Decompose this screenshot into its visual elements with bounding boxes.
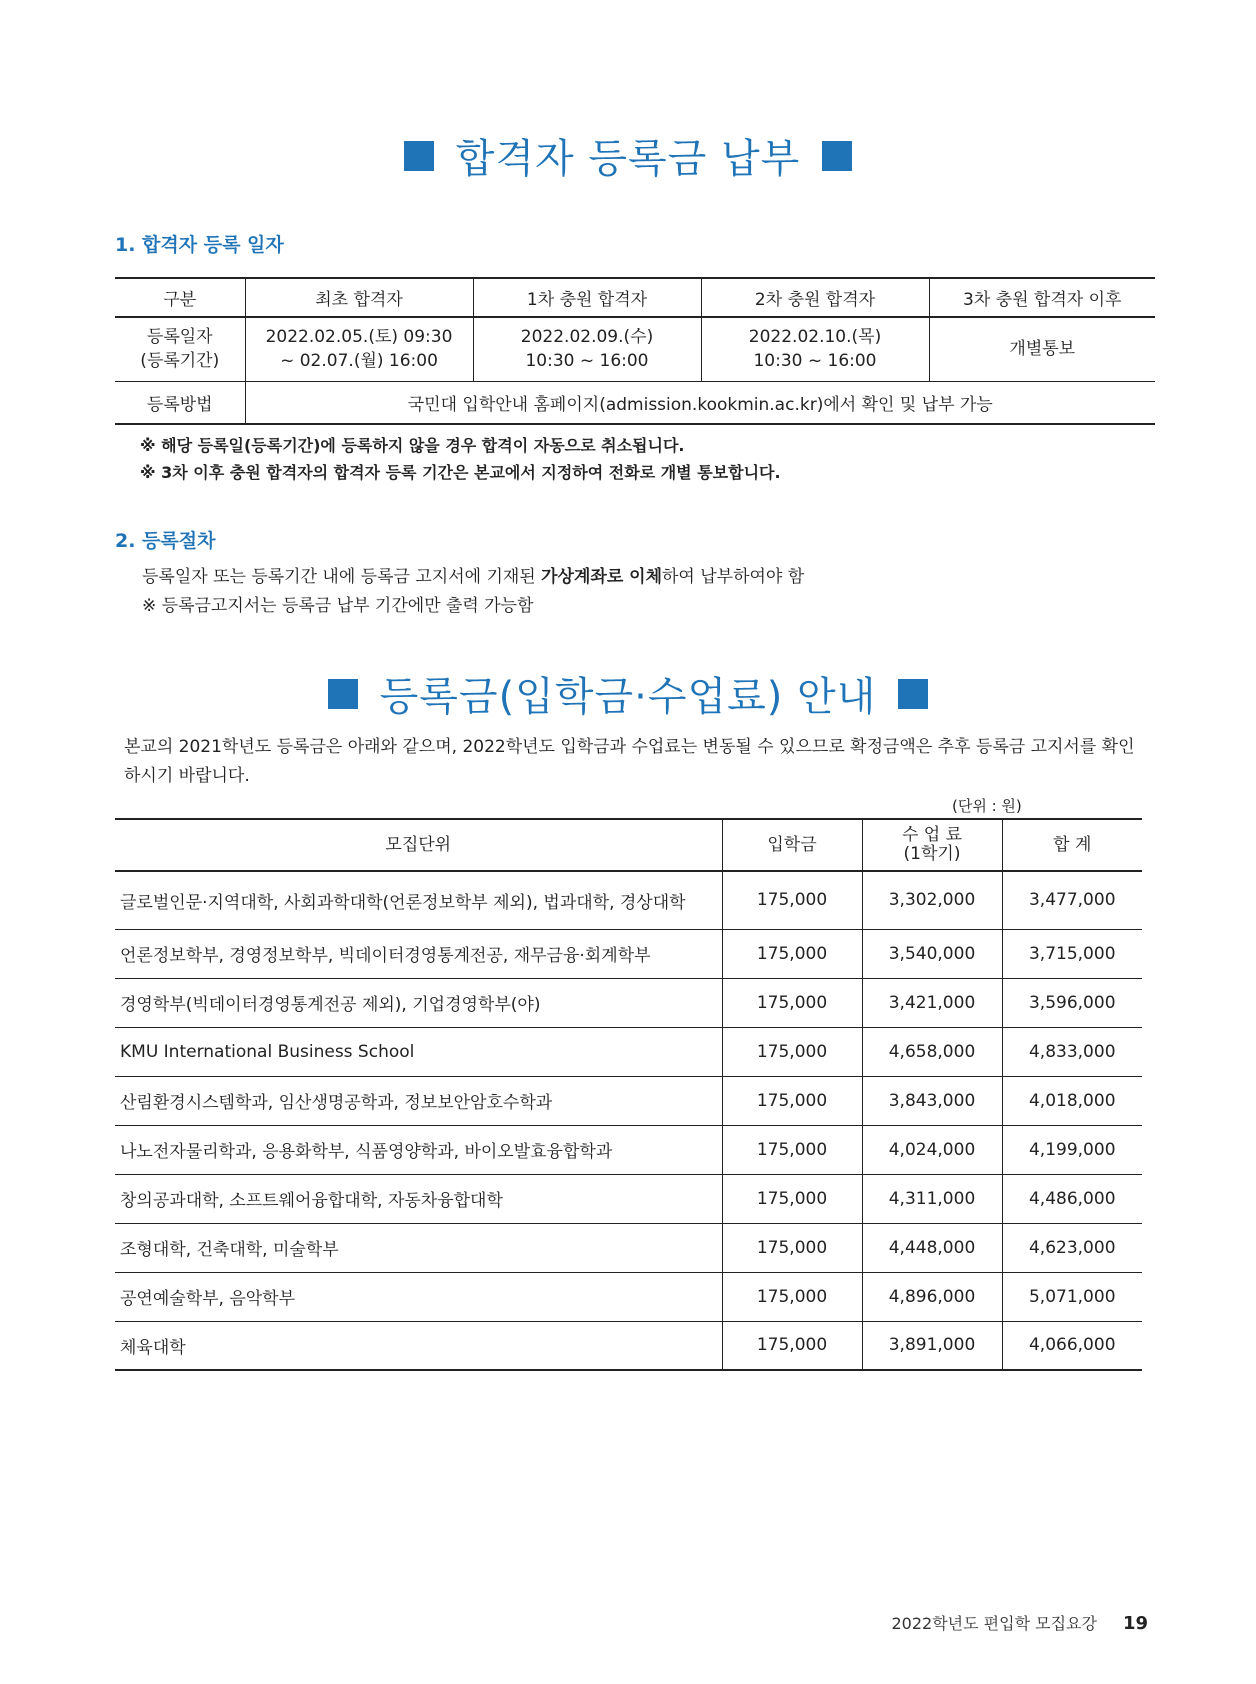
total-cell: 3,477,000 — [1002, 871, 1142, 929]
admission-cell: 175,000 — [722, 1125, 862, 1174]
tuition-table — [115, 818, 1142, 1371]
table-header-cell: 2차 충원 합격자 — [701, 278, 929, 317]
section-title-registration — [0, 127, 1256, 184]
table-row — [115, 1174, 1142, 1223]
registration-notes — [140, 432, 781, 486]
admission-cell: 175,000 — [722, 929, 862, 978]
tuition-cell: 4,658,000 — [862, 1027, 1002, 1076]
table-row — [115, 978, 1142, 1027]
footer-text: 2022학년도 편입학 모집요강 — [891, 1614, 1097, 1633]
tuition-cell: 4,896,000 — [862, 1272, 1002, 1321]
table-header-cell: 입학금 — [722, 819, 862, 871]
page-footer — [891, 1611, 1148, 1634]
admission-cell: 175,000 — [722, 1027, 862, 1076]
table-row — [115, 1125, 1142, 1174]
unit-note: (단위 : 원) — [952, 797, 1022, 815]
note-line: ※ 해당 등록일(등록기간)에 등록하지 않을 경우 합격이 자동으로 취소됩니다. — [140, 436, 685, 455]
total-cell: 4,199,000 — [1002, 1125, 1142, 1174]
table-row — [115, 871, 1142, 929]
total-cell: 4,066,000 — [1002, 1321, 1142, 1370]
tuition-cell: 4,024,000 — [862, 1125, 1002, 1174]
tuition-cell: 3,302,000 — [862, 871, 1002, 929]
total-cell: 3,715,000 — [1002, 929, 1142, 978]
square-bullet-icon — [898, 679, 928, 709]
tuition-cell: 3,540,000 — [862, 929, 1002, 978]
square-bullet-icon — [404, 141, 434, 171]
section-title-text: 합격자 등록금 납부 — [455, 136, 801, 182]
square-bullet-icon — [822, 141, 852, 171]
heading-registration-dates: 1. 합격자 등록 일자 — [115, 234, 284, 256]
tuition-cell: 4,448,000 — [862, 1223, 1002, 1272]
admission-cell: 175,000 — [722, 871, 862, 929]
table-header-row — [115, 278, 1155, 317]
table-row — [115, 1223, 1142, 1272]
total-cell: 4,623,000 — [1002, 1223, 1142, 1272]
total-cell: 3,596,000 — [1002, 978, 1142, 1027]
total-cell: 5,071,000 — [1002, 1272, 1142, 1321]
recruitment-unit-cell: 조형대학, 건축대학, 미술학부 — [115, 1223, 722, 1272]
table-row — [115, 317, 1155, 381]
recruitment-unit-cell: 산림환경시스템학과, 임산생명공학과, 정보보안암호수학과 — [115, 1076, 722, 1125]
note-line: ※ 3차 이후 충원 합격자의 합격자 등록 기간은 본교에서 지정하여 전화로 개별 통보합니다. — [140, 463, 781, 482]
square-bullet-icon — [328, 679, 358, 709]
admission-cell: 175,000 — [722, 978, 862, 1027]
section-title-text: 등록금(입학금·수업료) 안내 — [379, 674, 877, 720]
tuition-cell: 3,421,000 — [862, 978, 1002, 1027]
table-header-cell: 1차 충원 합격자 — [473, 278, 701, 317]
procedure-text: 등록일자 또는 등록기간 내에 등록금 고지서에 기재된 가상계좌로 이체하여 납부하여야 함 — [142, 567, 805, 587]
recruitment-unit-cell: 경영학부(빅데이터경영통계전공 제외), 기업경영학부(야) — [115, 978, 722, 1027]
table-header-cell: 최초 합격자 — [245, 278, 473, 317]
recruitment-unit-cell: KMU International Business School — [115, 1027, 722, 1076]
table-cell: 국민대 입학안내 홈페이지(admission.kookmin.ac.kr)에서 확인 및 납부 가능 — [245, 381, 1155, 424]
table-header-cell: 합 계 — [1002, 819, 1142, 871]
table-cell: 2022.02.10.(목) 10:30 ~ 16:00 — [701, 317, 929, 381]
recruitment-unit-cell: 글로벌인문·지역대학, 사회과학대학(언론정보학부 제외), 법과대학, 경상대학 — [115, 871, 722, 929]
total-cell: 4,833,000 — [1002, 1027, 1142, 1076]
procedure-note: ※ 등록금고지서는 등록금 납부 기간에만 출력 가능함 — [142, 596, 534, 616]
table-cell: 개별통보 — [929, 317, 1155, 381]
table-row — [115, 1076, 1142, 1125]
recruitment-unit-cell: 언론정보학부, 경영정보학부, 빅데이터경영통계전공, 재무금융·회계학부 — [115, 929, 722, 978]
admission-cell: 175,000 — [722, 1321, 862, 1370]
table-header-cell: 모집단위 — [115, 819, 722, 871]
table-header-cell: 3차 충원 합격자 이후 — [929, 278, 1155, 317]
page-number: 19 — [1122, 1613, 1148, 1634]
table-row — [115, 1027, 1142, 1076]
tuition-cell: 3,891,000 — [862, 1321, 1002, 1370]
table-header-cell: 수 업 료 (1학기) — [862, 819, 1002, 871]
admission-cell: 175,000 — [722, 1174, 862, 1223]
table-row — [115, 929, 1142, 978]
recruitment-unit-cell: 공연예술학부, 음악학부 — [115, 1272, 722, 1321]
table-header-row — [115, 819, 1142, 871]
admission-cell: 175,000 — [722, 1076, 862, 1125]
recruitment-unit-cell: 창의공과대학, 소프트웨어융합대학, 자동차융합대학 — [115, 1174, 722, 1223]
tuition-cell: 3,843,000 — [862, 1076, 1002, 1125]
table-header-cell: 구분 — [115, 278, 245, 317]
registration-date-table — [115, 277, 1155, 425]
total-cell: 4,018,000 — [1002, 1076, 1142, 1125]
table-cell: 2022.02.09.(수) 10:30 ~ 16:00 — [473, 317, 701, 381]
recruitment-unit-cell: 체육대학 — [115, 1321, 722, 1370]
row-label: 등록방법 — [115, 381, 245, 424]
table-row — [115, 1321, 1142, 1370]
total-cell: 4,486,000 — [1002, 1174, 1142, 1223]
admission-cell: 175,000 — [722, 1223, 862, 1272]
heading-procedure: 2. 등록절차 — [115, 530, 216, 552]
tuition-intro: 본교의 2021학년도 등록금은 아래와 같으며, 2022학년도 입학금과 수업료는 변동될 수 있으므로 확정금액은 추후 등록금 고지서를 확인하시기 바랍니다. — [124, 737, 1135, 786]
table-row — [115, 381, 1155, 424]
admission-cell: 175,000 — [722, 1272, 862, 1321]
row-label: 등록일자 (등록기간) — [115, 317, 245, 381]
table-cell: 2022.02.05.(토) 09:30 ~ 02.07.(월) 16:00 — [245, 317, 473, 381]
section-title-tuition — [0, 665, 1256, 722]
recruitment-unit-cell: 나노전자물리학과, 응용화학부, 식품영양학과, 바이오발효융합학과 — [115, 1125, 722, 1174]
tuition-cell: 4,311,000 — [862, 1174, 1002, 1223]
table-row — [115, 1272, 1142, 1321]
